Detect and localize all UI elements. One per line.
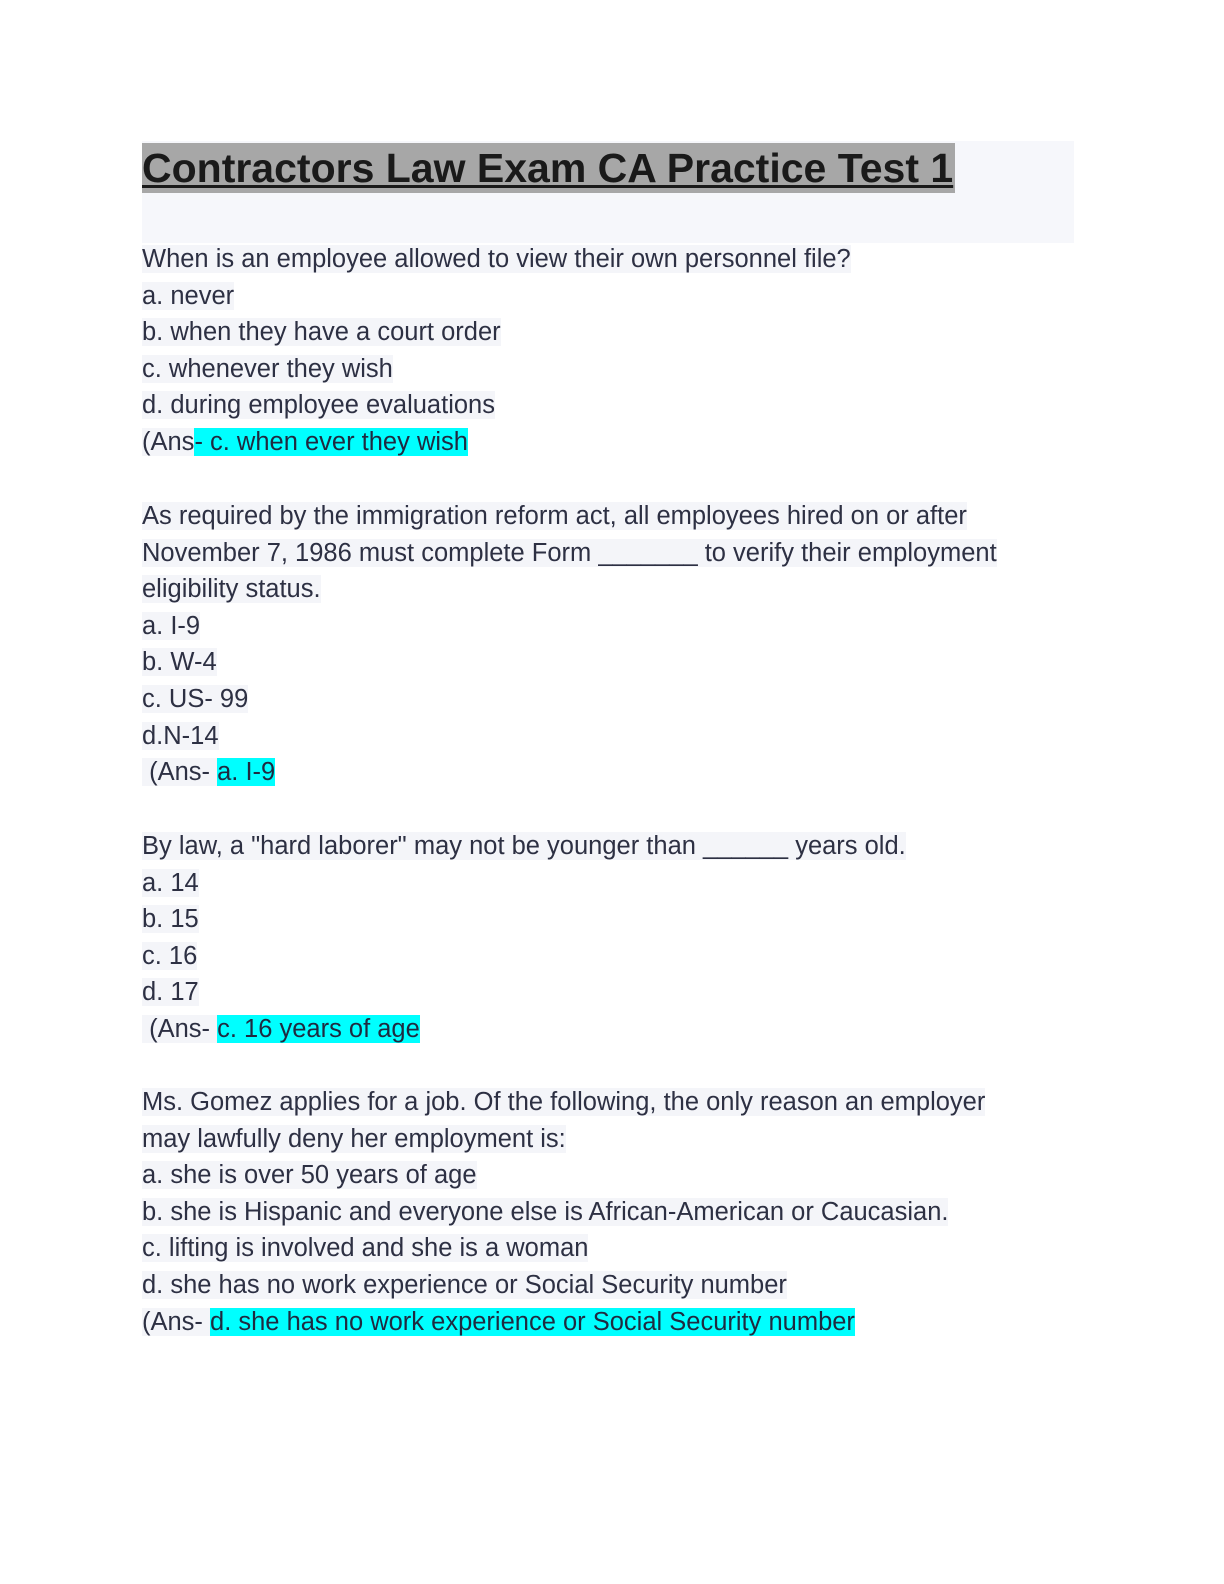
option-b: b. she is Hispanic and everyone else is African-American or Caucasian.: [142, 1197, 949, 1226]
option-a: a. 14: [142, 868, 199, 897]
answer-prefix: (Ans-: [142, 1014, 218, 1043]
question-2: [142, 498, 1082, 791]
answer-line: [142, 1304, 1082, 1341]
question-stem: When is an employee allowed to view their own personnel file?: [142, 245, 851, 273]
option-c: c. 16: [142, 941, 198, 970]
question-4: [142, 1084, 1082, 1340]
answer-highlight: d. she has no work experience or Social Security number: [210, 1307, 855, 1336]
question-1: [142, 241, 1082, 461]
answer-prefix: (Ans-: [142, 758, 218, 787]
option-a: a. she is over 50 years of age: [142, 1161, 477, 1190]
answer-line: [142, 424, 1082, 461]
answer-line: [142, 754, 1082, 791]
option-a: a. I-9: [142, 611, 201, 640]
option-b: b. W-4: [142, 648, 217, 677]
option-b: b. 15: [142, 905, 199, 934]
question-stem: By law, a "hard laborer" may not be younger than ______ years old.: [142, 832, 906, 860]
question-stem-line-1: As required by the immigration reform act, all employees hired on or after: [142, 502, 967, 530]
option-d: d. during employee evaluations: [142, 391, 495, 420]
option-c: c. whenever they wish: [142, 354, 393, 383]
option-d: d.N-14: [142, 721, 219, 750]
answer-line: [142, 1011, 1082, 1048]
option-c: c. US- 99: [142, 684, 249, 713]
answer-prefix: (Ans: [142, 427, 195, 456]
option-c: c. lifting is involved and she is a woman: [142, 1234, 589, 1263]
question-stem-line-1: Ms. Gomez applies for a job. Of the following, the only reason an employer: [142, 1088, 986, 1116]
question-stem-line-2: may lawfully deny her employment is:: [142, 1124, 566, 1153]
option-d: d. 17: [142, 978, 199, 1007]
option-d: d. she has no work experience or Social Security number: [142, 1270, 787, 1299]
question-3: [142, 828, 1082, 1048]
option-a: a. never: [142, 281, 235, 310]
answer-highlight: - c. when ever they wish: [194, 427, 468, 456]
question-stem-line-3: eligibility status.: [142, 575, 321, 604]
option-b: b. when they have a court order: [142, 318, 501, 347]
document-title: Contractors Law Exam CA Practice Test 1: [142, 145, 954, 191]
answer-highlight: a. I-9: [217, 758, 276, 787]
question-stem-line-2: November 7, 1986 must complete Form _______ to verify their employment: [142, 538, 997, 567]
answer-prefix: (Ans-: [142, 1307, 211, 1336]
answer-highlight: c. 16 years of age: [217, 1014, 420, 1043]
